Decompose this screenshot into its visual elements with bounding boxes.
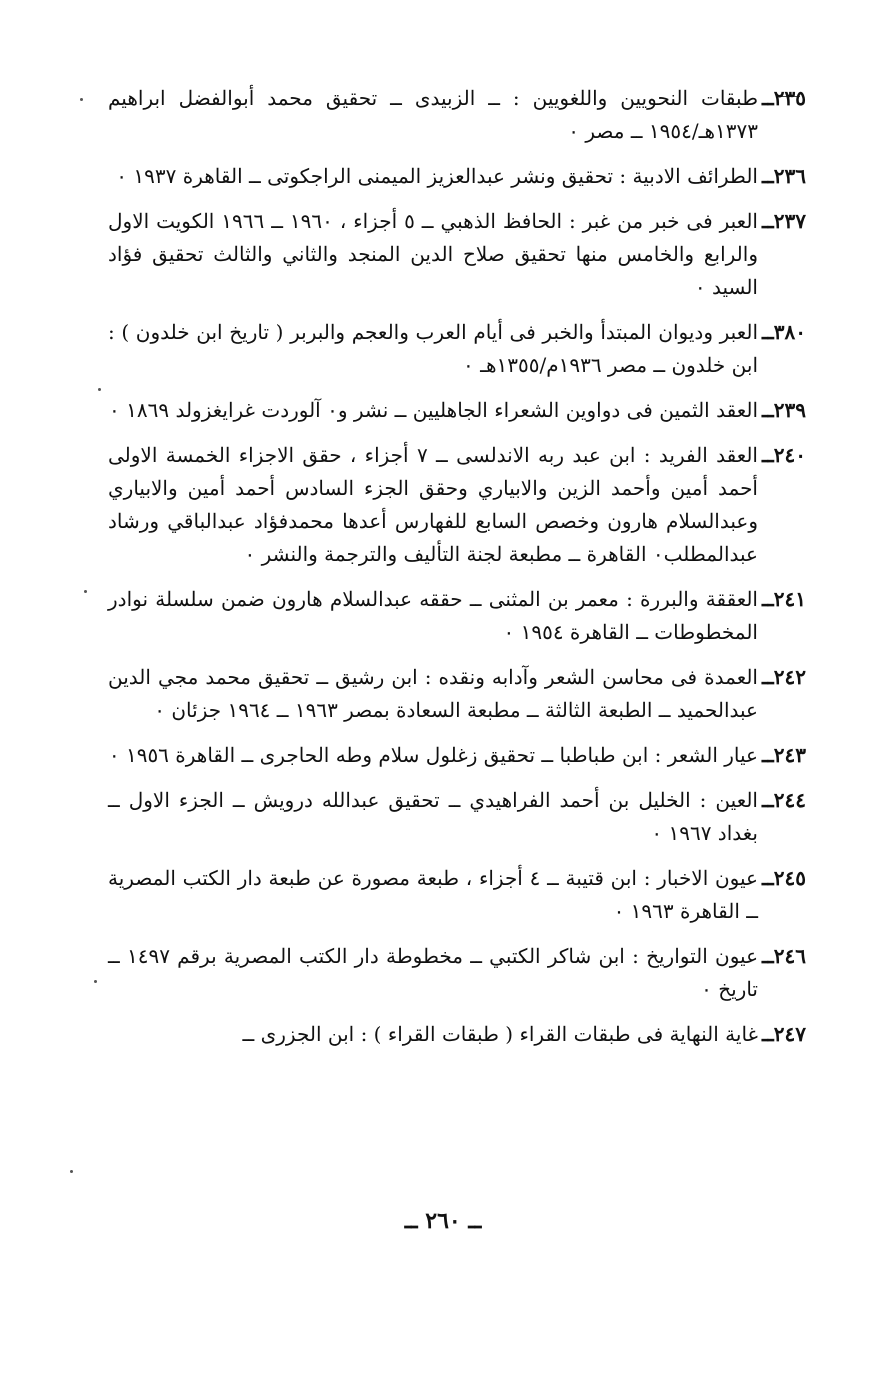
bibliography-entry [108, 1018, 806, 1051]
bibliography-entry [108, 784, 806, 850]
entry-number: ٢٤٥ــ [762, 866, 806, 890]
entry-text: العقد الفريد : ابن عبد ربه الاندلسى ــ ٧ أجزاء ، حقق الاجزاء الخمسة الاولى أحمد أمين وأحمد الزين والابياري وحقق الجزء السادس أحمد أمين والابياري وعبدالسلام هارون وخصص السابع للفهارس أعدها محمدفؤاد عبدالباقي ورشاد عبدالمطلب٠ القاهرة ــ مطبعة لجنة التأليف والترجمة والنشر ٠ [108, 443, 758, 566]
entry-number: ٢٤١ــ [762, 587, 806, 611]
scan-speck [70, 1170, 73, 1173]
entry-text: غاية النهاية فى طبقات القراء ( طبقات القراء ) : ابن الجزرى ــ [242, 1022, 758, 1046]
bibliography-entry [108, 160, 806, 193]
entry-text: عيون الاخبار : ابن قتيبة ــ ٤ أجزاء ، طبعة مصورة عن طبعة دار الكتب المصرية ــ القاهرة ١٩٦٣ ٠ [108, 866, 758, 923]
entry-number: ٢٤٧ــ [762, 1022, 806, 1046]
bibliography-entry [108, 205, 806, 304]
entry-number: ٢٣٥ــ [762, 86, 806, 110]
entry-number: ٢٤٦ــ [762, 944, 806, 968]
scan-speck [80, 98, 83, 101]
bibliography-entry [108, 439, 806, 571]
entry-number: ٢٣٩ــ [762, 398, 806, 422]
entry-number: ٢٤٤ــ [762, 788, 806, 812]
entry-text: العققة والبررة : معمر بن المثنى ــ حققه عبدالسلام هارون ضمن سلسلة نوادر المخطوطات ــ القاهرة ١٩٥٤ ٠ [108, 587, 758, 644]
bibliography-entry [108, 583, 806, 649]
bibliography-entry [108, 661, 806, 727]
entry-number: ٢٣٧ــ [762, 209, 806, 233]
entry-text: طبقات النحويين واللغويين : ــ الزبيدى ــ تحقيق محمد أبوالفضل ابراهيم ١٣٧٣هـ/١٩٥٤ ــ مصر ٠ [108, 86, 758, 143]
page-number: ــ ٢٦٠ ــ [404, 1208, 482, 1234]
entry-number: ٢٤٠ــ [762, 443, 806, 467]
entry-text: العبر فى خبر من غبر : الحافظ الذهبي ــ ٥ أجزاء ، ١٩٦٠ ــ ١٩٦٦ الكويت الاول والرابع والخامس منها تحقيق صلاح الدين المنجد والثاني والثالث تحقيق فؤاد السيد ٠ [108, 209, 758, 299]
bibliography-entry [108, 739, 806, 772]
entry-text: العمدة فى محاسن الشعر وآدابه ونقده : ابن رشيق ــ تحقيق محمد مجي الدين عبدالحميد ــ الطبعة الثالثة ــ مطبعة السعادة بمصر ١٩٦٣ ــ ١٩٦٤ جزئان ٠ [108, 665, 758, 722]
entry-text: الطرائف الادبية : تحقيق ونشر عبدالعزيز الميمنى الراجكوتى ــ القاهرة ١٩٣٧ ٠ [116, 164, 758, 188]
entry-text: عيار الشعر : ابن طباطبا ــ تحقيق زغلول سلام وطه الحاجرى ــ القاهرة ١٩٥٦ ٠ [108, 743, 758, 767]
scan-speck [84, 590, 87, 593]
scan-speck [98, 388, 101, 391]
scan-speck [94, 980, 97, 983]
entry-text: العقد الثمين فى دواوين الشعراء الجاهليين ــ نشر و٠ آلوردت غرايغزولد ١٨٦٩ ٠ [109, 398, 758, 422]
bibliography-entry [108, 940, 806, 1006]
entry-number: ٢٤٢ــ [762, 665, 806, 689]
entry-number: ٢٤٣ــ [762, 743, 806, 767]
entry-text: العبر وديوان المبتدأ والخبر فى أيام العرب والعجم والبربر ( تاريخ ابن خلدون ) : ابن خلدون ــ مصر ١٩٣٦م/١٣٥٥هـ ٠ [108, 320, 758, 377]
bibliography-entry [108, 82, 806, 148]
bibliography-entry [108, 316, 806, 382]
entry-number: ٢٣٦ــ [762, 164, 806, 188]
entry-number: ٣٨٠ــ [762, 320, 806, 344]
bibliography-list [108, 82, 806, 1063]
entry-text: العين : الخليل بن أحمد الفراهيدي ــ تحقيق عبدالله درويش ــ الجزء الاول ــ بغداد ١٩٦٧ ٠ [108, 788, 758, 845]
bibliography-entry [108, 394, 806, 427]
entry-text: عيون التواريخ : ابن شاكر الكتبي ــ مخطوطة دار الكتب المصرية برقم ١٤٩٧ ــ تاريخ ٠ [108, 944, 759, 1001]
bibliography-entry [108, 862, 806, 928]
